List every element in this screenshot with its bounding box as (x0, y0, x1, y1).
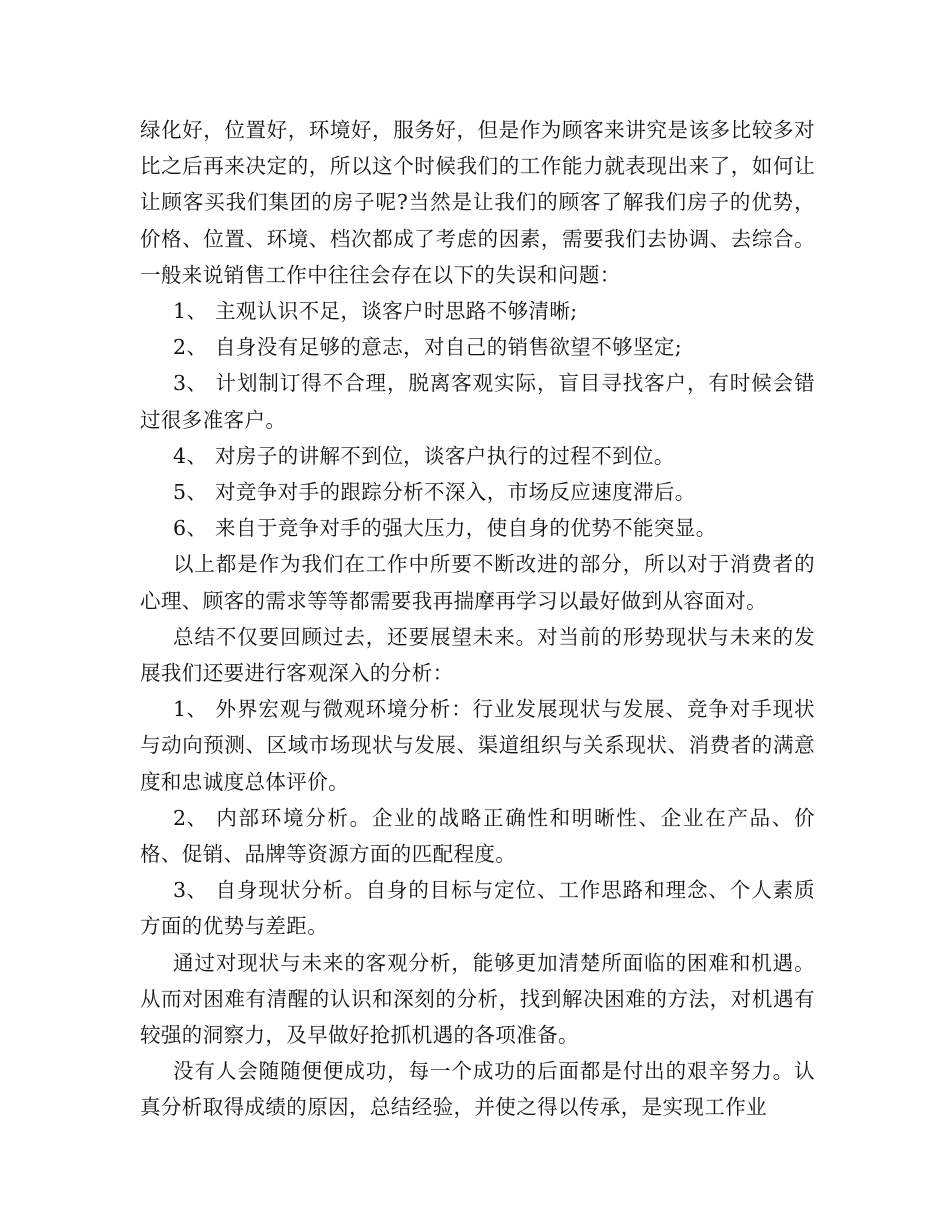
list-item (140, 365, 815, 437)
paragraph: 以上都是作为我们在工作中所要不断改进的部分，所以对于消费者的心理、顾客的需求等等都需要我再揣摩再学习以最好做到从容面对。 (140, 552, 815, 613)
list-item (140, 474, 815, 510)
list-item (140, 329, 815, 365)
list-item-text: 主观认识不足，谈客户时思路不够清晰; (215, 299, 578, 324)
list-number: 1、 (173, 299, 208, 324)
list-item-text: 外界宏观与微观环境分析：行业发展现状与发展、竞争对手现状与动向预测、区域市场现状与发展、渠道组织与关系现状、消费者的满意度和忠诚度总体评价。 (140, 697, 815, 794)
list-item-text: 对竞争对手的跟踪分析不深入，市场反应速度滞后。 (215, 480, 696, 505)
list-number: 1、 (173, 697, 208, 722)
paragraph: 通过对现状与未来的客观分析，能够更加清楚所面临的困难和机遇。从而对困难有清醒的认识和深刻的分析，找到解决困难的方法，对机遇有较强的洞察力，及早做好抢抓机遇的各项准备。 (140, 950, 815, 1048)
paragraph: 没有人会随随便便成功，每一个成功的后面都是付出的艰辛努力。认真分析取得成绩的原因，总结经验，并使之得以传承，是实现工作业 (140, 1059, 815, 1120)
list-number: 3、 (173, 878, 208, 903)
paragraph: 绿化好，位置好，环境好，服务好，但是作为顾客来讲究是该多比较多对比之后再来决定的，所以这个时候我们的工作能力就表现出来了，如何让让顾客买我们集团的房子呢?当然是让我们的顾客了解我们房子的优势，价格、位置、环境、档次都成了考虑的因素，需要我们去协调、去综合。一般来说销售工作中往往会存在以下的失误和问题： (140, 118, 815, 287)
list-number: 2、 (173, 335, 208, 360)
document-body (140, 112, 815, 1126)
list-item-text: 计划制订得不合理，脱离客观实际，盲目寻找客户，有时候会错过很多准客户。 (140, 371, 815, 432)
list-item-text: 内部环境分析。企业的战略正确性和明晰性、企业在产品、价格、促销、品牌等资源方面的匹配程度。 (140, 805, 815, 867)
list-item-text: 对房子的讲解不到位，谈客户执行的过程不到位。 (215, 443, 675, 468)
list-item (140, 438, 815, 474)
list-item (140, 293, 815, 329)
list-number: 6、 (173, 516, 208, 541)
list-item (140, 872, 815, 944)
list-item-text: 来自于竞争对手的强大压力，使自身的优势不能突显。 (215, 516, 717, 541)
list-number: 2、 (173, 805, 208, 830)
list-number: 5、 (173, 480, 208, 505)
list-item (140, 691, 815, 800)
list-item (140, 800, 815, 872)
list-number: 3、 (173, 371, 208, 396)
paragraph: 总结不仅要回顾过去，还要展望未来。对当前的形势现状与未来的发展我们还要进行客观深入的分析： (140, 624, 815, 686)
list-item (140, 510, 815, 546)
list-item-text: 自身没有足够的意志，对自己的销售欲望不够坚定; (215, 335, 683, 360)
list-number: 4、 (173, 443, 208, 468)
list-item-text: 自身现状分析。自身的目标与定位、工作思路和理念、个人素质方面的优势与差距。 (140, 878, 815, 939)
